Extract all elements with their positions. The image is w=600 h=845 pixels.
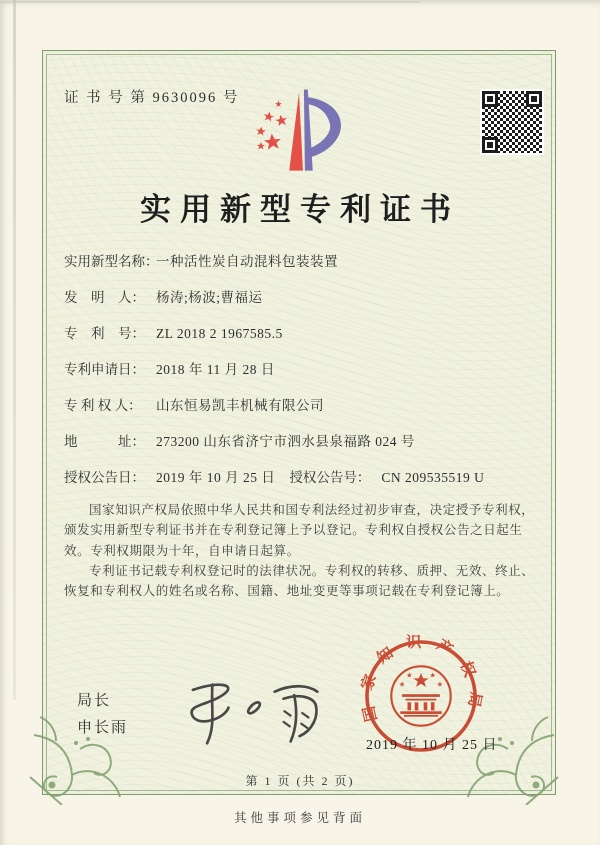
field-label: 发 明 人： (64, 290, 145, 305)
certificate-title: 实用新型专利证书 (140, 192, 460, 227)
legal-paragraph-1: 国家知识产权局依照中华人民共和国专利法经过初步审查，决定授予专利权，颁发实用新型专利证书并在专利登记簿上予以登记。专利权自授权公告之日起生效。专利权期限为十年，自申请日起算。 (64, 503, 535, 558)
seal-ring-text: 国家知识产权局 (358, 634, 484, 724)
field-label: 实用新型名称： (64, 254, 159, 269)
legal-paragraph-2: 专利证书记载专利权登记时的法律状况。专利权的转移、质押、无效、终止、恢复和专利权人的姓名或名称、国籍、地址变更等事项记载在专利登记簿上。 (64, 563, 535, 598)
director-title: 局长 (77, 693, 112, 709)
field-value: CN 209535519 U (381, 470, 485, 485)
qr-finder-icon (482, 137, 498, 153)
field-value: 一种活性炭自动混料包装装置 (156, 254, 338, 269)
page-number: 第 1 页 (共 2 页) (245, 774, 355, 788)
field-row-grant-info (64, 460, 542, 496)
field-value: 2018 年 11 月 28 日 (156, 362, 275, 377)
field-value: 273200 山东省济宁市泗水县泉福路 024 号 (156, 434, 415, 449)
field-label: 地 址： (64, 434, 145, 449)
field-row-patent-number (64, 316, 542, 352)
certificate-number: 证 书 号 第 9630096 号 (64, 90, 240, 106)
field-pair-grant-number (289, 460, 484, 496)
field-label: 授权公告号： (289, 470, 371, 485)
field-row-inventors (64, 280, 542, 316)
seal-date: 2019 年 10 月 25 日 (366, 738, 498, 753)
scan-edge-artifact (13, 0, 16, 700)
field-value: 山东恒易凯丰机械有限公司 (156, 398, 324, 413)
cnipa-patent-logo-icon (256, 84, 344, 178)
field-row-utility-model-name (64, 244, 542, 280)
field-label: 专 利 号： (64, 326, 145, 341)
director-signature-icon (168, 676, 328, 750)
field-row-address (64, 424, 542, 460)
field-value: 杨涛;杨波;曹福运 (156, 290, 263, 305)
field-label: 授权公告日： (64, 470, 145, 485)
field-value: ZL 2018 2 1967585.5 (156, 326, 283, 341)
corner-ornament-icon (28, 679, 138, 805)
legal-text (64, 500, 538, 601)
back-side-note: 其他事项参见背面 (233, 811, 366, 825)
field-value: 2019 年 10 月 25 日 (156, 470, 276, 485)
certificate-fields (64, 244, 542, 496)
qr-finder-icon (482, 91, 498, 107)
field-label: 专利申请日： (64, 362, 145, 377)
qr-finder-icon (526, 91, 542, 107)
field-row-patentee (64, 388, 542, 424)
field-label: 专 利 权 人： (64, 398, 142, 413)
director-name: 申长雨 (77, 720, 129, 736)
scan-edge-artifact (0, 1, 420, 3)
field-row-filing-date (64, 352, 542, 388)
qr-code-icon (482, 91, 542, 153)
